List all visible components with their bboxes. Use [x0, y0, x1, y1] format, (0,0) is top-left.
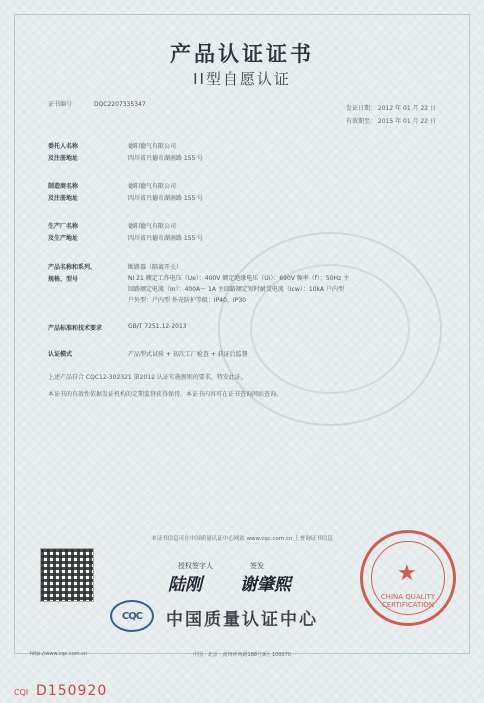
- expiry-date-label: 有效期至：: [345, 118, 376, 125]
- maker-address-label: 及注册地址: [48, 195, 79, 202]
- standard-value: GB/T 7251.12-2013: [128, 323, 187, 330]
- footer-url: http://www.cqc.com.cn: [30, 651, 88, 657]
- cqc-logo-icon: CQC: [110, 600, 154, 632]
- certificate-title: 产品认证证书: [170, 42, 314, 66]
- factory-name: 德阳德气有限公司: [128, 223, 177, 230]
- issue-date-value: 2012 年 01 月 22 日: [377, 105, 436, 112]
- issuer-label: 签发: [250, 562, 264, 570]
- issue-date-label: 发证日期：: [345, 105, 376, 112]
- footer-note: 本证书信息可在中国质量认证中心网站 www.cqc.com.cn 上查询证书信息: [151, 536, 333, 542]
- product-line-2: NI 21 额定工作电压（Ue）：400V 额定绝缘电压（Ui）：690V 频率（f）：50Hz 主: [128, 275, 350, 282]
- certification-center-name: 中国质量认证中心: [166, 610, 318, 630]
- authorized-signatory-label: 授权签字人: [178, 562, 213, 570]
- red-seal-stamp: [360, 530, 456, 626]
- standard-label: 产品标准和技术要求: [48, 325, 103, 332]
- expiry-date-value: 2015 年 01 月 22 日: [377, 118, 436, 125]
- maker-address: 四川省兴德市湖南路 155 号: [128, 195, 204, 202]
- certificate-number-value: DQC2207335347: [93, 101, 146, 108]
- seal-text: CHINA QUALITY CERTIFICATION: [380, 593, 436, 609]
- certificate-number-label: 证书编号: [48, 101, 73, 108]
- maker-name: 德阳德气有限公司: [128, 183, 177, 190]
- certificate-subtitle: II型自愿认证: [193, 70, 291, 88]
- footer-address: 中国 · 北京 · 南四环西路188号9区 100070: [193, 652, 291, 658]
- body-paragraph-1: 上述产品符合 CQC12-302321 第2012 认证实施规则的要求，特发此证。: [48, 374, 247, 381]
- product-label-2: 规格、型号: [48, 276, 79, 283]
- client-address: 四川省兴德市湖南路 155 号: [128, 155, 204, 162]
- body-paragraph-2: 本证书的有效性依据发证机构的定期监督获得保持，本证书内容可在证书查询网站查询。: [48, 391, 283, 398]
- product-line-1: 断路器（隔离开关）: [128, 264, 183, 271]
- factory-address-label: 及生产地址: [48, 235, 79, 242]
- maker-name-label: 制造商名称: [48, 183, 79, 190]
- issuer-signature: 谢肇熙: [240, 575, 291, 595]
- seal-star-icon: ★: [397, 561, 417, 586]
- serial-prefix: CQI: [14, 688, 29, 697]
- product-line-4: 户外型：户内型 外壳防护等级：IP40、IP30: [128, 297, 246, 304]
- client-address-label: 及注册地址: [48, 155, 79, 162]
- client-name: 德阳德气有限公司: [128, 143, 177, 150]
- factory-name-label: 生产厂名称: [48, 223, 79, 230]
- client-name-label: 委托人名称: [48, 143, 79, 150]
- factory-address: 四川省兴德市湖南路 155 号: [128, 235, 204, 242]
- qr-code-icon: [40, 548, 94, 602]
- product-label-1: 产品名称和系列、: [48, 264, 97, 271]
- mode-value: 产品型式试验 + 初次工厂检查 + 获证后监督: [128, 351, 248, 358]
- mode-label: 认证模式: [48, 351, 73, 358]
- certificate-number: [48, 99, 146, 108]
- serial-number: D150920: [36, 683, 108, 699]
- issue-date: [346, 103, 436, 112]
- expiry-date: [346, 116, 436, 125]
- authorized-signature: 陆刚: [168, 575, 202, 595]
- product-line-3: 回路额定电流（In）：400A～ 1A 主回路额定短时耐受电流（Icw）：10kA 户内型: [128, 286, 344, 293]
